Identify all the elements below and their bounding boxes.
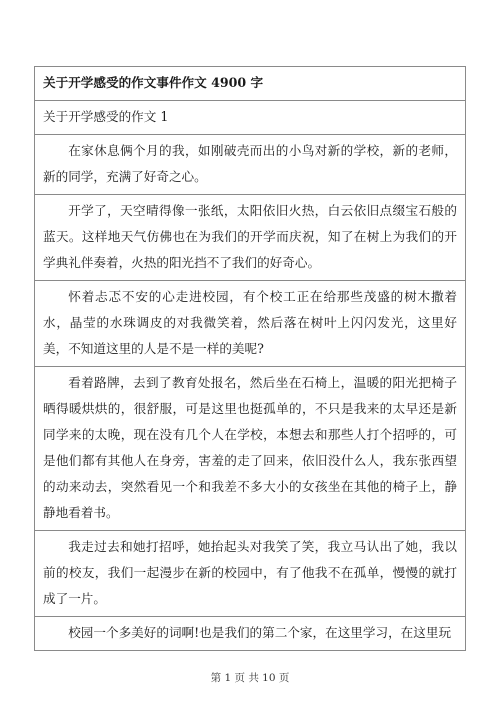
paragraph-row	[35, 281, 466, 367]
page-footer: 第 1 页 共 10 页	[210, 672, 290, 684]
paragraph: 怀着忐忑不安的心走进校园，有个校工正在给那些茂盛的树木撒着水，晶莹的水珠调皮的对我微笑着，然后落在树叶上闪闪发光，这里好美，不知道这里的人是不是一样的美呢?	[43, 289, 457, 356]
paragraph-row	[35, 367, 466, 531]
paragraph-row	[35, 135, 466, 195]
paragraph-row	[35, 617, 466, 651]
document-table	[34, 66, 466, 651]
subtitle-row	[35, 101, 466, 135]
paragraph: 看着路牌，去到了教育处报名，然后坐在石椅上，温暖的阳光把椅子晒得暖烘烘的，很舒服，可是这里也挺孤单的，不只是我来的太早还是新同学来的太晚，现在没有几个人在学校，本想去和那些人打个招呼的，可是他们都有其他人在身旁，害羞的走了回来，依旧没什么人，我东张西望的动来动去，突然看见一个和我差不多大小的女孩坐在其他的椅子上，静静地看着书。	[43, 375, 457, 520]
paragraph: 校园一个多美好的词啊!也是我们的第二个家，在这里学习，在这里玩	[68, 625, 452, 640]
section-heading: 关于开学感受的作文 1	[35, 101, 466, 135]
paragraph: 我走过去和她打招呼，她抬起头对我笑了笑，我立马认出了她，我以前的校友，我们一起漫步在新的校园中，有了他我不在孤单，慢慢的就打成了一片。	[43, 539, 457, 606]
title-row	[35, 67, 466, 101]
document-title: 关于开学感受的作文事件作文 4900 字	[35, 67, 466, 101]
paragraph: 在家休息俩个月的我，如刚破壳而出的小鸟对新的学校，新的老师，新的同学，充满了好奇之心。	[43, 143, 457, 184]
paragraph: 开学了，天空晴得像一张纸，太阳依旧火热，白云依旧点缀宝石般的蓝天。这样地天气仿佛也在为我们的开学而庆祝，知了在树上为我们的开学典礼伴奏着，火热的阳光挡不了我们的好奇心。	[43, 203, 457, 270]
paragraph-row	[35, 531, 466, 617]
paragraph-row	[35, 195, 466, 281]
